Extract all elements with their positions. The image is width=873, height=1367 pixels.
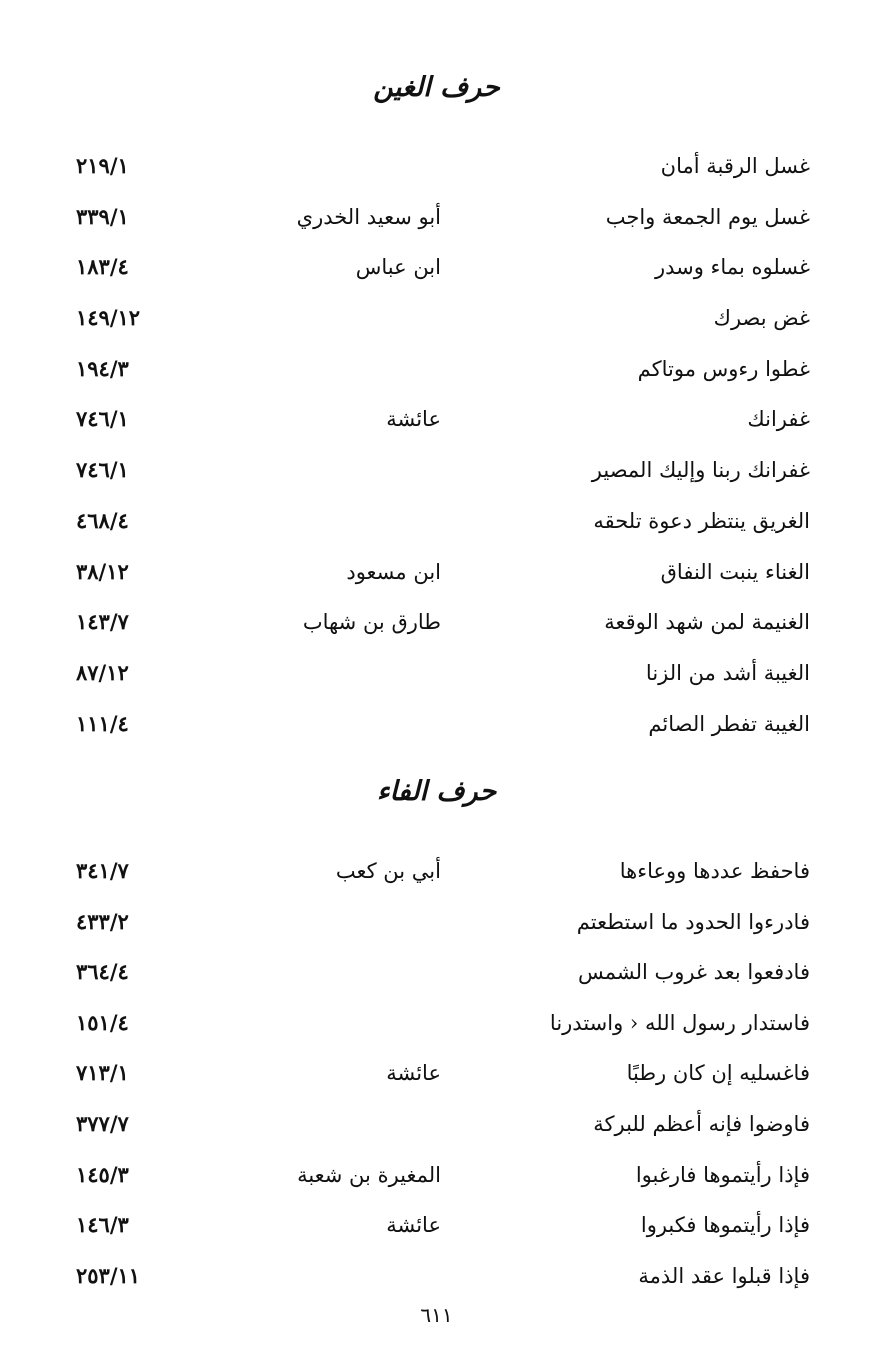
narrator-name: المغيرة بن شعبة — [297, 1162, 441, 1187]
entry-list-ghain — [0, 145, 873, 753]
index-entry — [0, 348, 873, 399]
hadith-text: فاحفظ عددها ووعاءها — [619, 859, 810, 883]
hadith-text: فاغسليه إن كان رطبًا — [626, 1061, 810, 1086]
volume-page-reference: ٣٣٩/١ — [76, 203, 129, 229]
volume-page-reference: ١٤٩/١٢ — [76, 305, 141, 331]
index-entry — [0, 1002, 873, 1053]
volume-page-reference: ٧٤٦/١ — [76, 406, 129, 432]
narrator-name: أبي بن كعب — [335, 859, 441, 883]
hadith-text: غفرانك ربنا وإليك المصير — [591, 458, 810, 483]
hadith-text: فاستدار رسول الله ‹ واستدرنا — [549, 1010, 810, 1035]
volume-page-reference: ٣٧٧/٧ — [76, 1110, 129, 1136]
index-entry — [0, 601, 873, 652]
hadith-text: الغنيمة لمن شهد الوقعة — [604, 610, 810, 635]
index-entry — [0, 1103, 873, 1154]
index-entry — [0, 1154, 873, 1205]
index-entry — [0, 246, 873, 297]
index-entry — [0, 1052, 873, 1103]
index-entry — [0, 297, 873, 348]
volume-page-reference: ١٩٤/٣ — [76, 355, 129, 381]
hadith-text: غطوا رءوس موتاكم — [637, 356, 810, 381]
hadith-text: غسل يوم الجمعة واجب — [605, 204, 810, 229]
hadith-text: فإذا رأيتموها فارغبوا — [635, 1162, 810, 1187]
volume-page-reference: ٨٧/١٢ — [76, 659, 129, 685]
hadith-text: فإذا قبلوا عقد الذمة — [638, 1263, 810, 1288]
hadith-text: فادفعوا بعد غروب الشمس — [577, 960, 810, 985]
narrator-name: عائشة — [386, 1061, 441, 1086]
section-heading-ghain: حرف الغين — [373, 72, 500, 103]
index-entry — [0, 145, 873, 196]
index-entry — [0, 1255, 873, 1306]
narrator-name: طارق بن شهاب — [302, 610, 441, 635]
index-entry — [0, 449, 873, 500]
page-number: ٦١١ — [420, 1303, 453, 1327]
index-entry — [0, 901, 873, 952]
index-entry — [0, 196, 873, 247]
volume-page-reference: ٣٤١/٧ — [76, 858, 129, 883]
hadith-text: غسلوه بماء وسدر — [654, 255, 810, 280]
hadith-text: الغيبة تفطر الصائم — [648, 711, 810, 736]
index-entry — [0, 1204, 873, 1255]
hadith-text: الغيبة أشد من الزنا — [645, 660, 810, 685]
index-entry — [0, 951, 873, 1002]
volume-page-reference: ١٥١/٤ — [76, 1009, 129, 1035]
volume-page-reference: ١٤٥/٣ — [76, 1161, 129, 1187]
volume-page-reference: ٤٦٨/٤ — [76, 507, 129, 533]
hadith-text: الغناء ينبت النفاق — [660, 559, 810, 584]
index-entry — [0, 500, 873, 551]
hadith-text: غفرانك — [747, 407, 810, 432]
volume-page-reference: ٧١٣/١ — [76, 1060, 129, 1086]
narrator-name: أبو سعيد الخدري — [296, 204, 441, 229]
hadith-text: فاوضوا فإنه أعظم للبركة — [593, 1111, 810, 1136]
hadith-text: فإذا رأيتموها فكبروا — [640, 1213, 810, 1238]
section-heading-faa: حرف الفاء — [376, 776, 497, 807]
narrator-name: ابن مسعود — [346, 559, 441, 584]
hadith-text: غض بصرك — [713, 306, 810, 331]
volume-page-reference: ٣٦٤/٤ — [76, 959, 129, 985]
index-entry — [0, 652, 873, 703]
volume-page-reference: ١٨٣/٤ — [76, 254, 129, 280]
volume-page-reference: ١١١/٤ — [76, 710, 129, 736]
hadith-text: غسل الرقبة أمان — [660, 154, 810, 178]
hadith-text: فادرءوا الحدود ما استطعتم — [576, 909, 810, 934]
hadith-text: الغريق ينتظر دعوة تلحقه — [593, 508, 810, 533]
volume-page-reference: ٢٥٣/١١ — [76, 1262, 141, 1288]
narrator-name: عائشة — [386, 407, 441, 432]
volume-page-reference: ٧٤٦/١ — [76, 457, 129, 483]
narrator-name: ابن عباس — [355, 255, 441, 280]
volume-page-reference: ٣٨/١٢ — [76, 558, 129, 584]
volume-page-reference: ١٤٦/٣ — [76, 1212, 129, 1238]
narrator-name: عائشة — [386, 1213, 441, 1238]
index-entry — [0, 398, 873, 449]
entry-list-faa — [0, 850, 873, 1305]
index-entry — [0, 703, 873, 754]
volume-page-reference: ١٤٣/٧ — [76, 609, 129, 635]
index-entry — [0, 850, 873, 901]
volume-page-reference: ٤٣٣/٢ — [76, 908, 129, 934]
volume-page-reference: ٢١٩/١ — [76, 153, 129, 178]
index-entry — [0, 551, 873, 602]
